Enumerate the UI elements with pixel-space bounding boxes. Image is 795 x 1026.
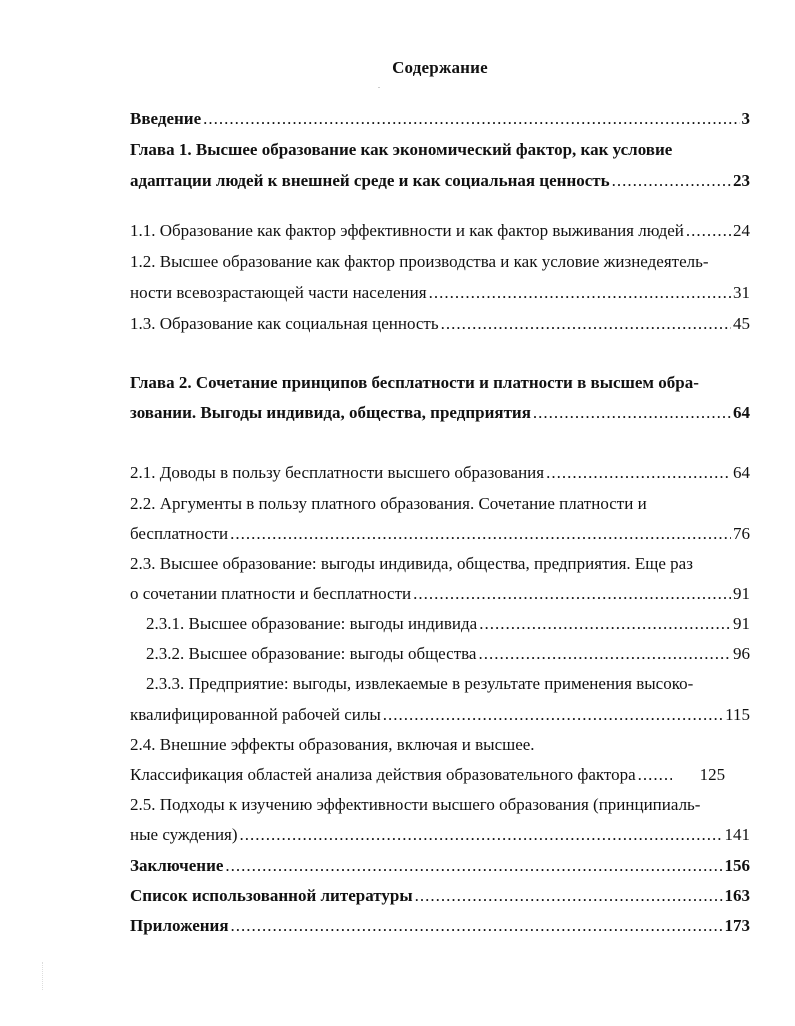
toc-entry-text: 2.3.3. Предприятие: выгоды, извлекаемые в результате применения высоко- xyxy=(146,674,694,693)
toc-entry-text: 2.4. Внешние эффекты образования, включая и высшее. xyxy=(130,735,535,754)
toc-entry-2-1 xyxy=(130,462,750,484)
toc-entry-text: 1.2. Высшее образование как фактор производства и как условие жизнедеятель- xyxy=(130,252,709,271)
toc-leader-dots xyxy=(415,885,723,907)
toc-leader-dots xyxy=(686,220,731,242)
toc-entry-2-3 xyxy=(130,583,750,605)
toc-entry-text: 1.3. Образование как социальная ценность xyxy=(130,314,439,333)
toc-title: Содержание xyxy=(392,58,488,77)
toc-entry-introduction xyxy=(130,108,750,130)
toc-leader-dots xyxy=(203,108,739,130)
toc-page-number: 76 xyxy=(733,524,750,543)
toc-entry-2-4-line-1 xyxy=(130,734,750,756)
toc-leader-dots xyxy=(479,613,731,635)
toc-entry-chapter-1 xyxy=(130,170,750,192)
toc-entry-text: 2.5. Подходы к изучению эффективности высшего образования (принципиаль- xyxy=(130,795,701,814)
toc-leader-dots xyxy=(225,855,722,877)
toc-page-number: 64 xyxy=(733,463,750,482)
toc-entry-conclusion xyxy=(130,855,750,877)
toc-entry-text: 2.3.2. Высшее образование: выгоды общества xyxy=(146,644,477,663)
toc-leader-dots xyxy=(612,170,731,192)
toc-leader-dots xyxy=(230,523,731,545)
toc-entry-text: Глава 1. Высшее образование как экономический фактор, как условие xyxy=(130,140,673,159)
toc-entry-2-3-3-line-1 xyxy=(146,673,750,695)
toc-entry-text: о сочетании платности и бесплатности xyxy=(130,584,412,603)
toc-entry-bibliography xyxy=(130,885,750,907)
toc-entry-2-3-3 xyxy=(130,704,750,726)
toc-entry-chapter-1-line-1 xyxy=(130,139,750,161)
toc-page-number: 163 xyxy=(724,886,750,905)
toc-entry-2-5 xyxy=(130,824,750,846)
toc-page-number: 45 xyxy=(733,314,750,333)
toc-entry-text: ности всевозрастающей части населения xyxy=(130,283,427,302)
toc-entry-text: 2.1. Доводы в пользу бесплатности высшего образования xyxy=(130,463,545,482)
toc-entry-2-3-1 xyxy=(146,613,750,635)
toc-leader-dots xyxy=(441,313,731,335)
toc-page-number: 115 xyxy=(725,705,750,724)
toc-leader-dots xyxy=(231,915,723,937)
toc-page-number: 64 xyxy=(733,403,750,422)
toc-page-number: 91 xyxy=(733,584,750,603)
toc-entry-2-3-2 xyxy=(146,643,750,665)
toc-entry-appendices xyxy=(130,915,750,937)
toc-leader-dots xyxy=(413,583,731,605)
toc-entry-text: 2.3. Высшее образование: выгоды индивида, общества, предприятия. Еще раз xyxy=(130,554,693,573)
toc-entry-text: бесплатности xyxy=(130,524,229,543)
toc-page-number: 23 xyxy=(733,171,750,190)
toc-entry-text: Классификация областей анализа действия образовательного фактора xyxy=(130,765,636,784)
toc-page-number: 96 xyxy=(733,644,750,663)
toc-leader-dots xyxy=(383,704,723,726)
scan-speck xyxy=(378,87,380,88)
toc-entry-chapter-2-line-1 xyxy=(130,372,750,394)
toc-page-number: 156 xyxy=(724,856,750,875)
scan-margin-mark xyxy=(42,962,45,990)
toc-leader-dots xyxy=(546,462,731,484)
toc-page-number: 91 xyxy=(733,614,750,633)
toc-entry-text: зовании. Выгоды индивида, общества, предприятия xyxy=(130,403,531,422)
toc-page-number: 24 xyxy=(733,221,750,240)
toc-page-number: 173 xyxy=(724,916,750,935)
toc-entry-text: 1.1. Образование как фактор эффективности и как фактор выживания людей xyxy=(130,221,684,240)
toc-page-number: 141 xyxy=(724,825,750,844)
toc-entry-text: Список использованной литературы xyxy=(130,886,413,905)
toc-entry-2-2-line-1 xyxy=(130,493,750,515)
toc-entry-2-5-line-1 xyxy=(130,794,750,816)
toc-entry-text: Глава 2. Сочетание принципов бесплатности и платности в высшем обра- xyxy=(130,373,699,392)
toc-entry-1-3 xyxy=(130,313,750,335)
toc-entry-text: 2.3.1. Высшее образование: выгоды индивида xyxy=(146,614,478,633)
toc-leader-dots xyxy=(429,282,731,304)
toc-leader-dots xyxy=(240,824,723,846)
toc-leader-dots xyxy=(478,643,731,665)
toc-entry-chapter-2 xyxy=(130,402,750,424)
toc-entry-1-1 xyxy=(130,220,750,242)
toc-entry-2-4 xyxy=(130,764,750,786)
toc-entry-text: Приложения xyxy=(130,916,229,935)
toc-page-number: 125 xyxy=(699,765,726,784)
toc-entry-text: 2.2. Аргументы в пользу платного образования. Сочетание платности и xyxy=(130,494,647,513)
toc-entry-text: адаптации людей к внешней среде и как социальная ценность xyxy=(130,171,610,190)
toc-entry-2-3-line-1 xyxy=(130,553,750,575)
toc-leader-dots xyxy=(638,764,672,786)
toc-entry-text: квалифицированной рабочей силы xyxy=(130,705,381,724)
toc-entry-text: Заключение xyxy=(130,856,224,875)
toc-entry-1-2-line-1 xyxy=(130,251,750,273)
toc-page-number: 3 xyxy=(741,109,750,128)
toc-entry-text: ные суждения) xyxy=(130,825,238,844)
toc-entry-2-2 xyxy=(130,523,750,545)
toc-entry-1-2 xyxy=(130,282,750,304)
toc-entry-text: Введение xyxy=(130,109,202,128)
toc-page-number: 31 xyxy=(733,283,750,302)
toc-leader-dots xyxy=(533,402,731,424)
